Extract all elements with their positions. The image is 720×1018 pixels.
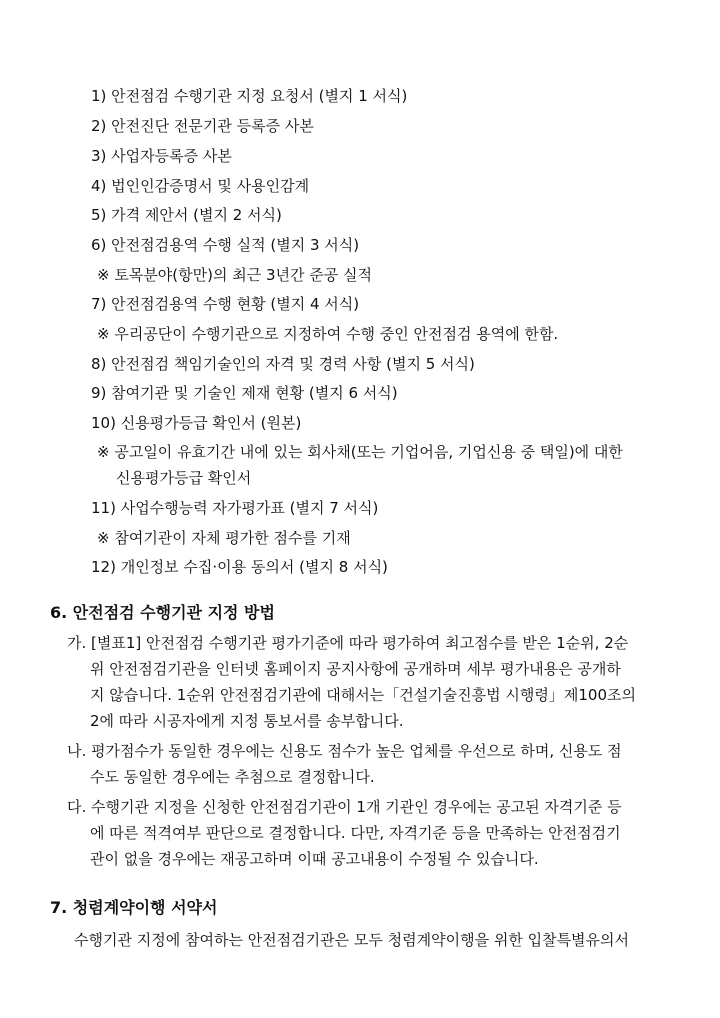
paragraph-line: 수도 동일한 경우에는 추첨으로 결정합니다. (90, 768, 375, 786)
list-item: 2) 안전진단 전문기관 등록증 사본 (91, 117, 314, 135)
list-item: 6) 안전점검용역 수행 실적 (별지 3 서식) (91, 236, 360, 254)
list-note: ※ 토목분야(항만)의 최근 3년간 준공 실적 (97, 266, 373, 284)
list-item: 10) 신용평가등급 확인서 (원본) (91, 414, 302, 432)
paragraph-line: 다. 수행기관 지정을 신청한 안전점검기관이 1개 기관인 경우에는 공고된 자격기준 등 (67, 798, 622, 816)
paragraph-line: 위 안전점검기관을 인터넷 홈페이지 공지사항에 공개하며 세부 평가내용은 공개하 (90, 660, 621, 678)
list-item: 12) 개인정보 수집·이용 동의서 (별지 8 서식) (91, 558, 388, 576)
paragraph-line: 나. 평가점수가 동일한 경우에는 신용도 점수가 높은 업체를 우선으로 하며, 신용도 점 (67, 742, 622, 760)
paragraph-line: 에 따른 적격여부 판단으로 결정합니다. 다만, 자격기준 등을 만족하는 안전점검기 (90, 824, 621, 842)
list-item: 7) 안전점검용역 수행 현황 (별지 4 서식) (91, 295, 360, 313)
list-note-continuation: 신용평가등급 확인서 (116, 469, 252, 487)
paragraph-line: 관이 없을 경우에는 재공고하며 이때 공고내용이 수정될 수 있습니다. (90, 850, 539, 868)
list-item: 11) 사업수행능력 자가평가표 (별지 7 서식) (91, 499, 379, 517)
section-7-heading: 7. 청렴계약이행 서약서 (50, 898, 218, 917)
list-item: 8) 안전점검 책임기술인의 자격 및 경력 사항 (별지 5 서식) (91, 355, 475, 373)
section-7-paragraph: 수행기관 지정에 참여하는 안전점검기관은 모두 청렴계약이행을 위한 입찰특별유의서 (74, 931, 630, 949)
paragraph-line: 지 않습니다. 1순위 안전점검기관에 대해서는「건설기술진흥법 시행령」제100조의 (90, 686, 636, 704)
list-note: ※ 우리공단이 수행기관으로 지정하여 수행 중인 안전점검 용역에 한함. (97, 325, 559, 343)
list-item: 5) 가격 제안서 (별지 2 서식) (91, 206, 282, 224)
paragraph-line: 가. [별표1] 안전점검 수행기관 평가기준에 따라 평가하여 최고점수를 받은 1순위, 2순 (67, 634, 629, 652)
list-item: 1) 안전점검 수행기관 지정 요청서 (별지 1 서식) (91, 87, 408, 105)
list-item: 9) 참여기관 및 기술인 제재 현황 (별지 6 서식) (91, 384, 398, 402)
list-item: 3) 사업자등록증 사본 (91, 147, 232, 165)
list-item: 4) 법인인감증명서 및 사용인감계 (91, 177, 310, 195)
list-note: ※ 공고일이 유효기간 내에 있는 회사채(또는 기업어음, 기업신용 중 택일)에 대한 (97, 443, 623, 461)
section-6-heading: 6. 안전점검 수행기관 지정 방법 (50, 603, 275, 622)
paragraph-line: 2에 따라 시공자에게 지정 통보서를 송부합니다. (90, 712, 404, 730)
list-note: ※ 참여기관이 자체 평가한 점수를 기재 (97, 529, 351, 547)
